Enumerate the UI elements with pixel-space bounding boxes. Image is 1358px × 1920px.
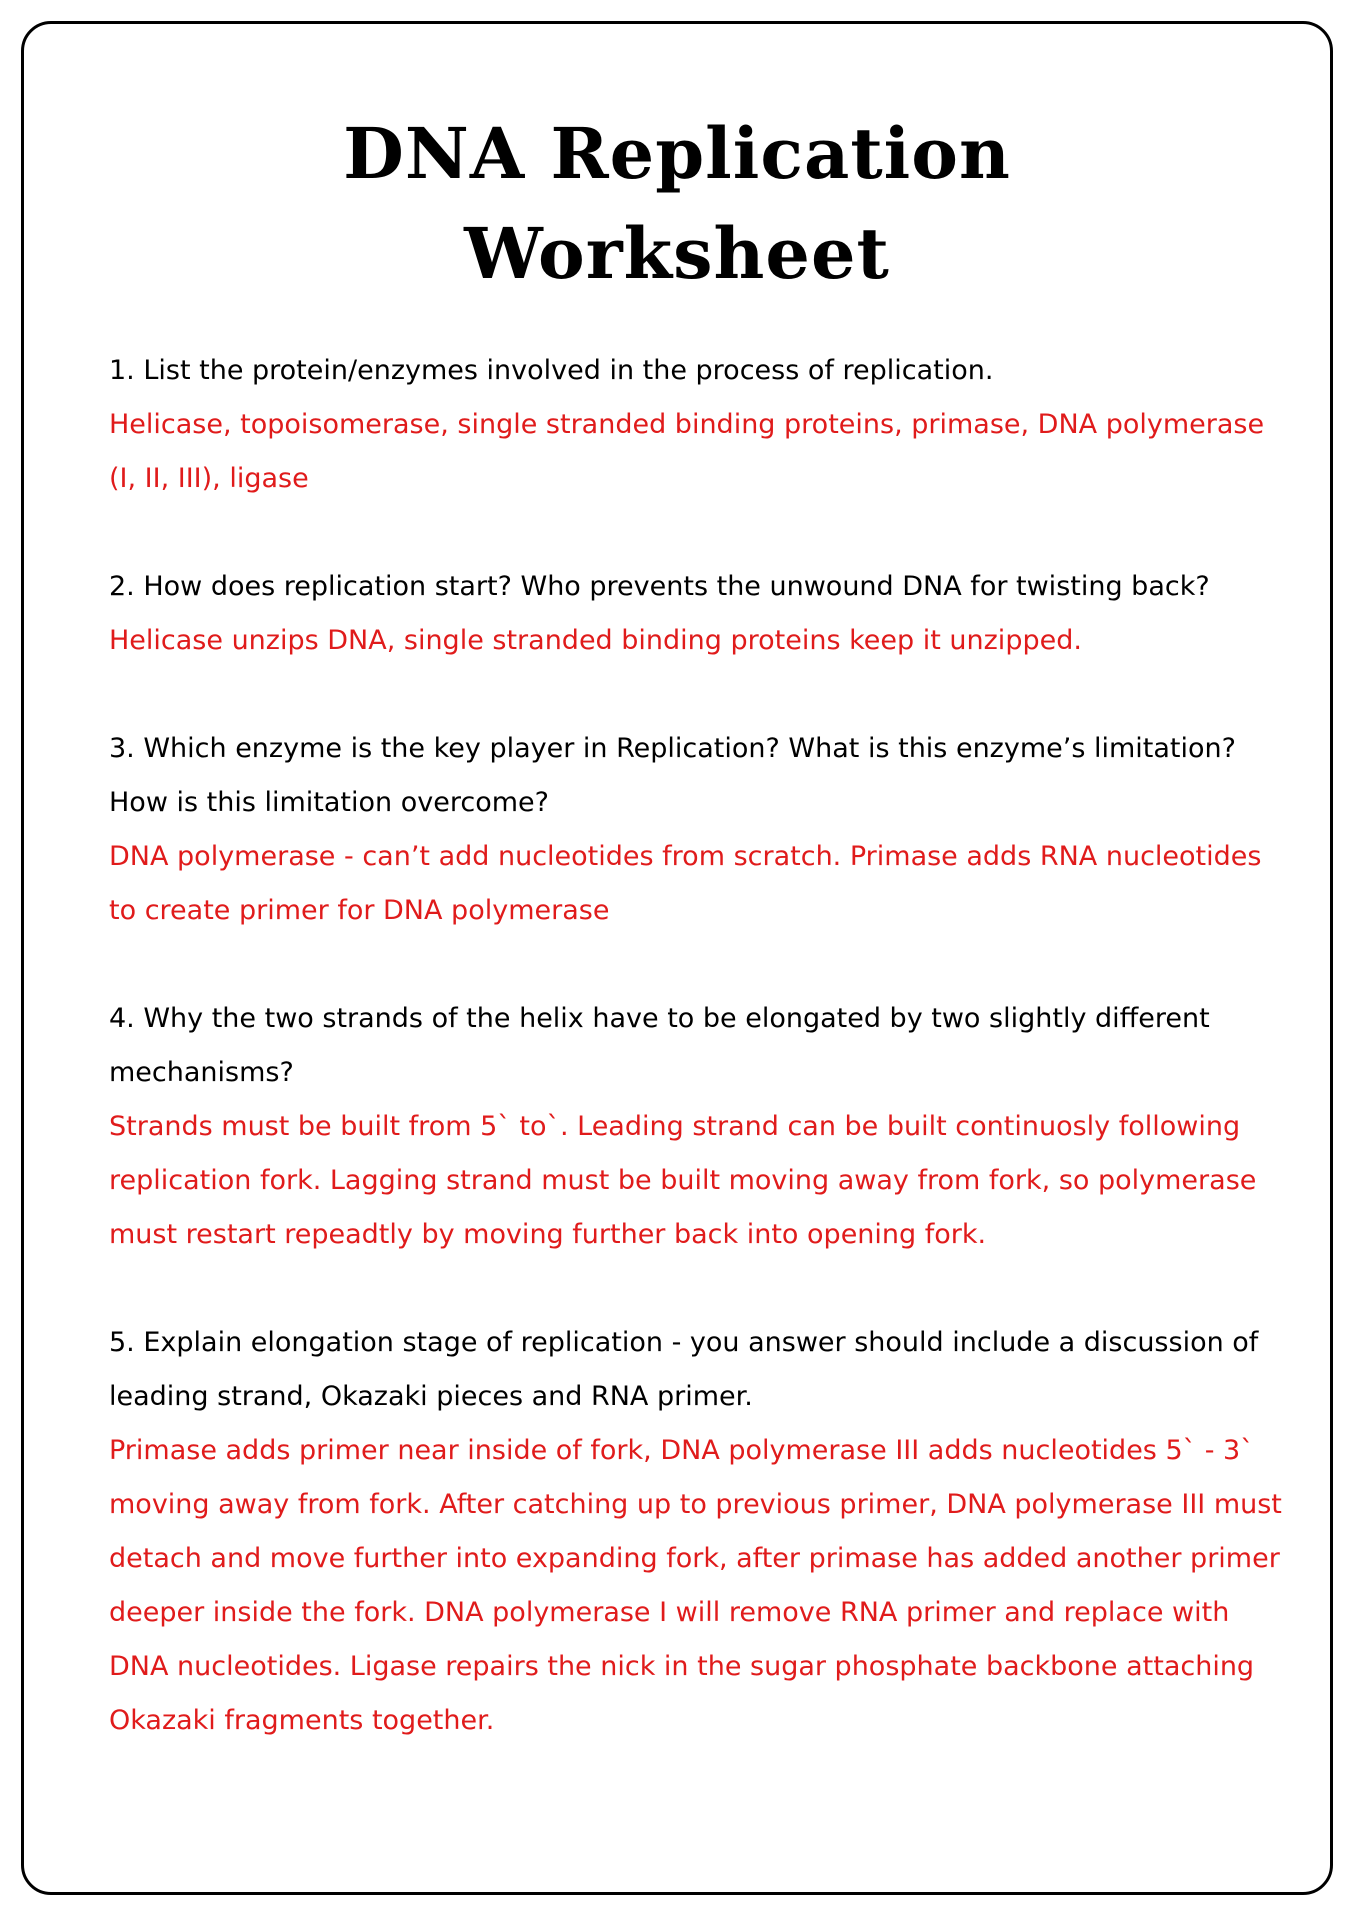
question-text: 2. How does replication start? Who prevents the unwound DNA for twisting back? — [109, 571, 1210, 602]
answer-text: DNA polymerase - can’t add nucleotides from scratch. Primase adds RNA nucleotides to create primer for DNA polymerase — [109, 841, 1262, 926]
title-line-2: Worksheet — [464, 212, 890, 295]
title-line-1: DNA Replication — [343, 112, 1011, 195]
question-block-3 — [109, 722, 1289, 938]
answer-text: Helicase, topoisomerase, single stranded binding proteins, primase, DNA polymerase (I, II, III), ligase — [109, 409, 1265, 494]
question-text: 1. List the protein/enzymes involved in the process of replication. — [109, 355, 994, 386]
worksheet-frame — [21, 21, 1333, 1895]
page-title — [24, 104, 1330, 304]
question-list — [109, 344, 1289, 1802]
answer-text: Strands must be built from 5` to`. Leading strand can be built continuosly following replication fork. Lagging strand must be built moving away from fork, so polymerase must restart repeadtly by moving further back into opening fork. — [109, 1111, 1257, 1250]
question-text: 3. Which enzyme is the key player in Replication? What is this enzyme’s limitation? How is this limitation overcome? — [109, 733, 1236, 818]
answer-text: Primase adds primer near inside of fork, DNA polymerase III adds nucleotides 5` - 3` moving away from fork. After catching up to previous primer, DNA polymerase III must detach and move further into expanding fork, after primase has added another primer deeper inside the fork. DNA polymerase I will remove RNA primer and replace with DNA nucleotides. Ligase repairs the nick in the sugar phosphate backbone attaching Okazaki fragments together. — [109, 1435, 1282, 1736]
question-block-2 — [109, 560, 1289, 668]
question-block-5 — [109, 1316, 1289, 1748]
question-text: 4. Why the two strands of the helix have to be elongated by two slightly different mechanisms? — [109, 1003, 1210, 1088]
question-text: 5. Explain elongation stage of replication - you answer should include a discussion of leading strand, Okazaki pieces and RNA primer. — [109, 1327, 1259, 1412]
answer-text: Helicase unzips DNA, single stranded binding proteins keep it unzipped. — [109, 625, 1082, 656]
question-block-4 — [109, 992, 1289, 1262]
question-block-1 — [109, 344, 1289, 506]
